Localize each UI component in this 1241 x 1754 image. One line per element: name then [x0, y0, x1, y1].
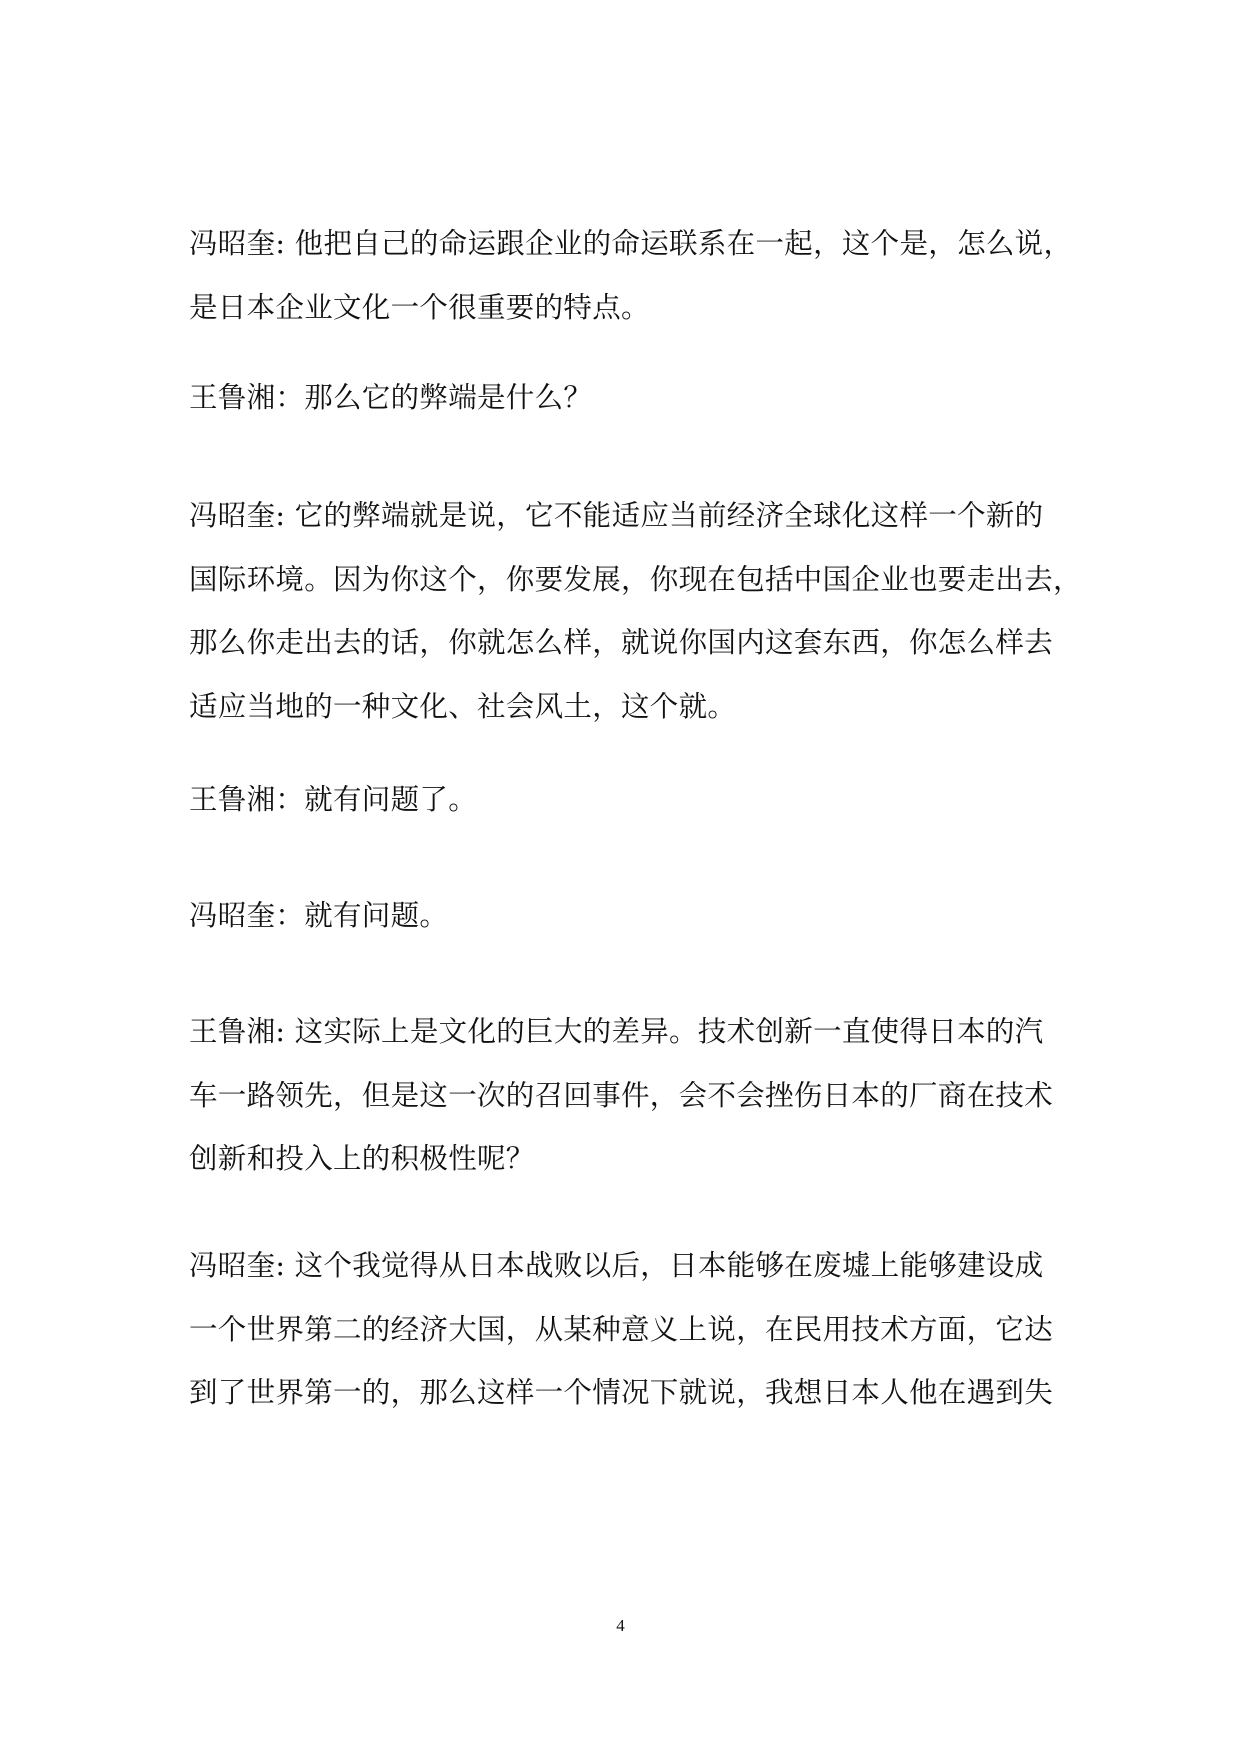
paragraph-line: 车一路领先，但是这一次的召回事件，会不会挫伤日本的厂商在技术 [189, 1078, 1054, 1112]
paragraph-feng-4 [189, 1234, 1069, 1425]
paragraph-line: 冯昭奎: 它的弊端就是说，它不能适应当前经济全球化这样一个新的 [189, 499, 1044, 532]
paragraph-line: 冯昭奎：就有问题。 [189, 899, 449, 932]
page-number: 4 [616, 1616, 625, 1635]
paragraph-wang-3 [189, 1000, 1069, 1191]
paragraph-line: 到了世界第一的，那么这样一个情况下就说，我想日本人他在遇到失 [189, 1376, 1054, 1409]
paragraph-wang-1 [189, 366, 1069, 430]
paragraph-line: 冯昭奎: 这个我觉得从日本战败以后，日本能够在废墟上能够建设成 [189, 1249, 1044, 1282]
paragraph-line: 是日本企业文化一个很重要的特点。 [189, 290, 650, 324]
paragraph-line: 国际环境。因为你这个，你要发展，你现在包括中国企业也要走出去， [189, 562, 1082, 596]
paragraph-wang-2 [189, 768, 1069, 832]
paragraph-line: 冯昭奎: 他把自己的命运跟企业的命运联系在一起，这个是，怎么说， [189, 227, 1073, 260]
paragraph-line: 那么你走出去的话，你就怎么样，就说你国内这套东西，你怎么样去 [189, 626, 1054, 659]
paragraph-line: 王鲁湘：那么它的弊端是什么？ [189, 381, 593, 414]
paragraph-line: 一个世界第二的经济大国，从某种意义上说，在民用技术方面，它达 [189, 1312, 1054, 1346]
paragraph-line: 王鲁湘: 这实际上是文化的巨大的差异。技术创新一直使得日本的汽 [189, 1015, 1044, 1048]
paragraph-line: 创新和投入上的积极性呢？ [189, 1142, 535, 1175]
paragraph-feng-2 [189, 484, 1082, 738]
paragraph-line: 适应当地的一种文化、社会风土，这个就。 [189, 689, 737, 723]
paragraph-line: 王鲁湘：就有问题了。 [189, 783, 478, 816]
paragraph-feng-1 [189, 212, 1073, 339]
paragraph-feng-3 [189, 884, 1069, 948]
